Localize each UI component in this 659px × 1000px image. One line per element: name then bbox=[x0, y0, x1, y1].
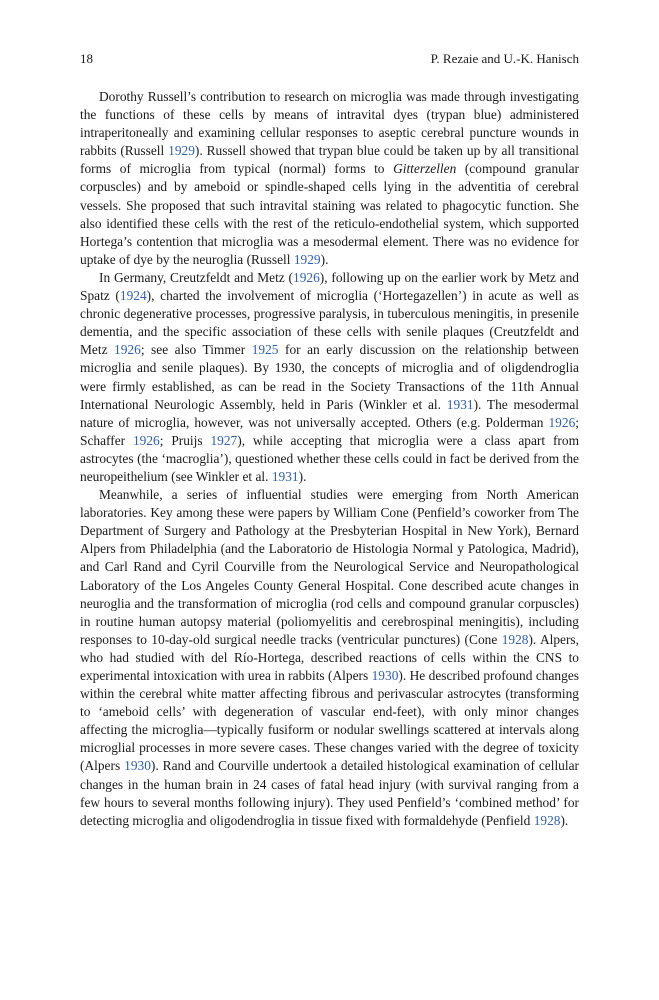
text-run: ). bbox=[298, 468, 307, 484]
text-run: ), while accepting that microglia were a class apart from astrocytes (the ‘macroglia’), questioned whether these cells could in fact be derived from the neuropeithelium (see Winkler et al. bbox=[80, 432, 579, 484]
text-run: ). Alpers, who had studied with del Río-Hortega, described reactions of cells within the CNS to experimental intoxication with urea in rabbits (Alpers bbox=[80, 631, 579, 683]
citation-link[interactable]: 1926 bbox=[114, 342, 141, 358]
text-run: ). bbox=[320, 251, 329, 267]
page-number: 18 bbox=[80, 51, 93, 66]
paragraph bbox=[80, 486, 579, 830]
paragraph bbox=[80, 88, 579, 269]
italic-term: Gitterzellen bbox=[393, 161, 457, 177]
citation-link[interactable]: 1926 bbox=[293, 269, 320, 285]
text-run: Dorothy Russell’s contribution to research on microglia was made through investigating the functions of these cells by means of intravital dyes (trypan blue) administered intraperitoneally and examining cellular responses to aseptic cerebral puncture wounds in rabbits (Russell bbox=[80, 89, 579, 159]
page-header bbox=[80, 50, 579, 68]
text-run: ), charted the involvement of microglia (‘Hortegazellen’) in acute as well as chronic degenerative processes, progressive paralysis, in tuberculous meningitis, in presenile dementia, and the specific association of these cells with senile plaques (Creutzfeldt and Metz bbox=[80, 288, 579, 358]
text-run: ). The mesodermal nature of microglia, however, was not universally accepted. Others (e.g. Polderman bbox=[80, 396, 579, 430]
citation-link[interactable]: 1931 bbox=[446, 396, 474, 412]
citation-link[interactable]: 1931 bbox=[271, 468, 299, 484]
body-text bbox=[80, 88, 579, 830]
text-run: ; Pruijs bbox=[159, 432, 211, 448]
text-run: (compound granular corpuscles) and by ameboid or spindle-shaped cells lying in the adventitia of cerebral vessels. She proposed that such intravital staining was related to phagocytic function. She also identified these cells with the rest of the reticulo-endothelial system, which supported Hortega’s contention that microglia was a mesodermal element. There was no evidence for uptake of dye by the neuroglia (Russell bbox=[80, 161, 579, 267]
running-head: P. Rezaie and U.-K. Hanisch bbox=[430, 51, 579, 66]
citation-link[interactable]: 1928 bbox=[533, 812, 561, 828]
text-run: ). bbox=[560, 812, 569, 828]
text-run: ). Rand and Courville undertook a detailed histological examination of cellular changes in the human brain in 24 cases of fatal head injury (with survival ranging from a few hours to several months following injury). They used Penfield’s ‘combined method’ for detecting microglia and oligodendroglia in tissue fixed with formaldehyde (Penfield bbox=[80, 758, 579, 828]
text-run: Meanwhile, a series of influential studies were emerging from North American laboratories. Key among these were papers by William Cone (Penfield’s coworker from The Department of Surgery and Pathology at the Presbyterian Hospital in New York), Bernard Alpers from Philadelphia (and the Laboratorio de Histologia Normal y Patologica, Madrid), and Carl Rand and Cyril Courville from the Neurological Service and Neuropathological Laboratory of the Los Angeles County General Hospital. Cone described acute changes in neuroglia and the transformation of microglia (rod cells and compound granular corpuscles) in routine human autopsy material (poliomyelitis and cerebrospinal meningitis), including responses to 10-day-old surgical needle tracks (ventricular punctures) (Cone bbox=[80, 487, 579, 647]
text-run: ). Russell showed that trypan blue could be taken up by all transitional forms of microglia from typical (normal) forms to bbox=[80, 143, 579, 177]
text-run: ; see also Timmer bbox=[140, 342, 252, 358]
text-run: In Germany, Creutzfeldt and Metz ( bbox=[99, 269, 294, 285]
citation-link[interactable]: 1929 bbox=[168, 143, 195, 159]
citation-link[interactable]: 1930 bbox=[371, 668, 399, 683]
citation-link[interactable]: 1926 bbox=[548, 414, 576, 430]
citation-link[interactable]: 1929 bbox=[293, 251, 321, 267]
citation-link[interactable]: 1927 bbox=[210, 432, 238, 448]
citation-link[interactable]: 1924 bbox=[119, 288, 147, 304]
paragraph bbox=[80, 269, 579, 486]
citation-link[interactable]: 1930 bbox=[124, 758, 151, 774]
citation-link[interactable]: 1928 bbox=[501, 631, 529, 647]
text-run: ). He described profound changes within the cerebral white matter affecting fibrous and perivascular astrocytes (transforming to ‘ameboid cells’ with degeneration of vascular end-feet), with only minor changes affecting the microglia—typically fusiform or nodular swellings scattered at intervals along microglial processes in more severe cases. These changes varied with the degree of toxicity (Alpers bbox=[80, 668, 579, 774]
text-run: ), following up on the earlier work by Metz and Spatz ( bbox=[80, 269, 579, 304]
citation-link[interactable]: 1925 bbox=[251, 342, 279, 358]
text-run: for an early discussion on the relationship between microglia and senile plaques). By 1930, the concepts of microglia and of oligdendroglia were firmly established, as can be read in the Society Transactions of the 11th Annual International Neurologic Assembly, held in Paris (Winkler et al. bbox=[80, 342, 579, 412]
text-run: ; Schaffer bbox=[80, 414, 579, 448]
citation-link[interactable]: 1926 bbox=[132, 432, 160, 448]
